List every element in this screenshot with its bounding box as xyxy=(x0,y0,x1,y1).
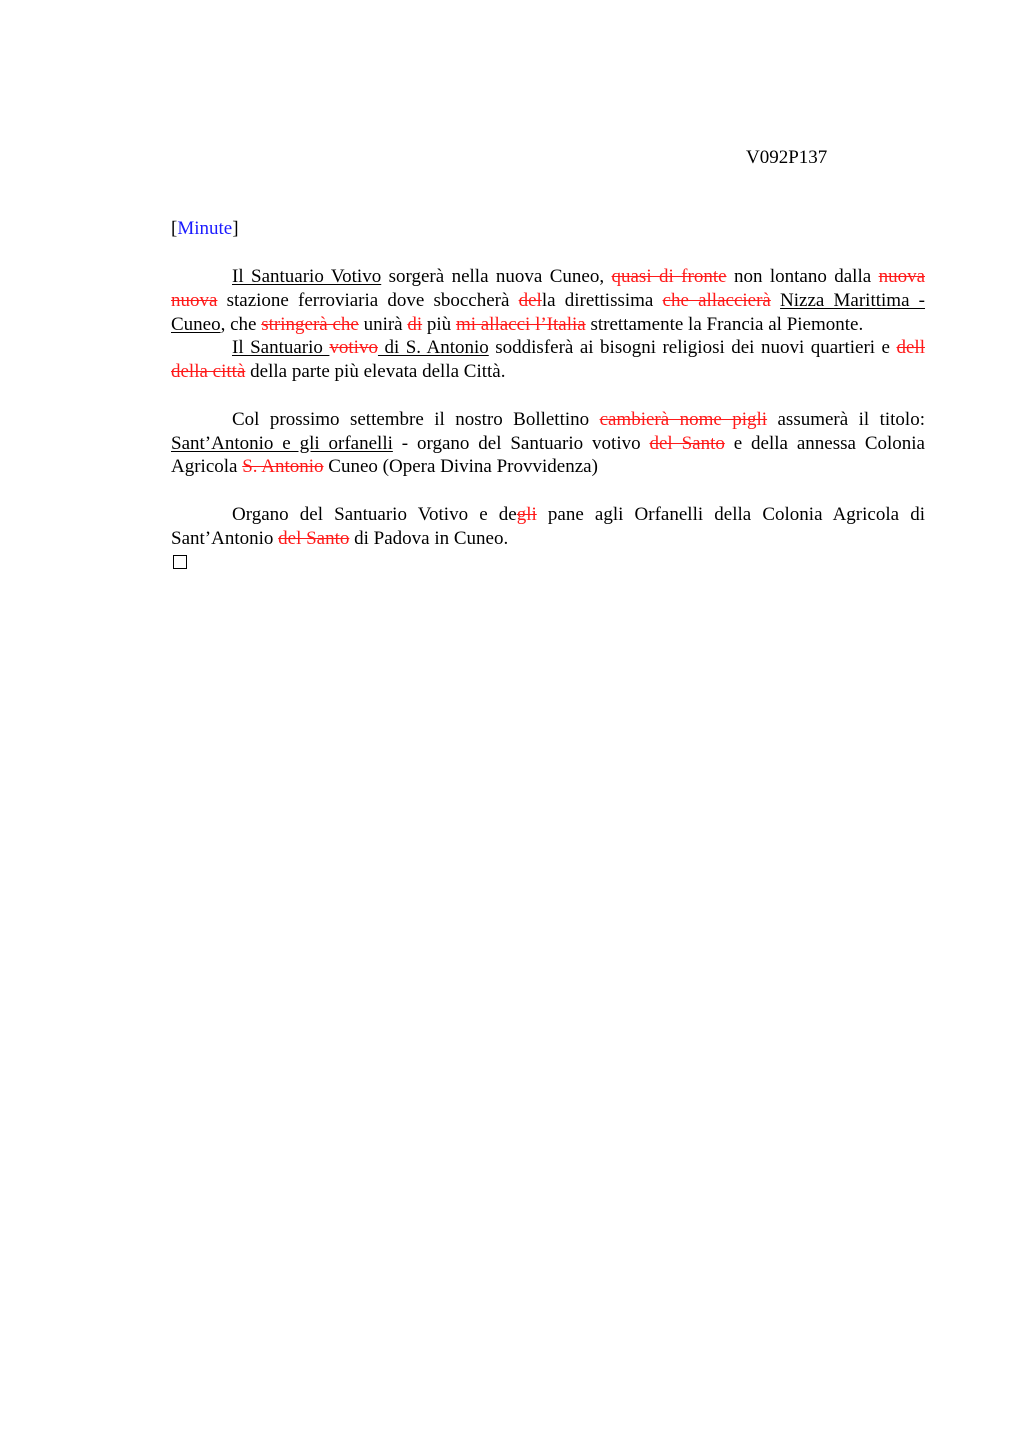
deleted-text: stringerà che xyxy=(261,313,359,335)
paragraph-gap xyxy=(171,479,925,503)
text-segment: , che xyxy=(220,313,262,335)
paragraph xyxy=(171,503,925,551)
deleted-text: nuova nuova xyxy=(171,266,925,311)
deleted-text: S. Antonio xyxy=(242,456,324,478)
section-open-bracket: [ xyxy=(171,218,178,239)
text-segment: stazione ferroviaria dove sboccherà xyxy=(217,289,519,311)
text-segment: non lontano dalla xyxy=(726,266,879,287)
deleted-text: del Santo xyxy=(278,527,350,549)
text-segment xyxy=(771,290,780,311)
text-segment: - organo del Santuario votivo xyxy=(392,432,650,454)
text-segment: Col prossimo settembre il nostro Bollettino xyxy=(232,408,600,430)
text-segment: Cuneo (Opera Divina Provvidenza) xyxy=(323,456,598,478)
deleted-text: che allaccierà xyxy=(662,289,771,311)
underlined-text: Il Santuario Votivo xyxy=(232,266,382,287)
deleted-text: cambierà nome pigli xyxy=(599,408,768,430)
text-segment: soddisferà ai bisogni religiosi dei nuovi quartieri e xyxy=(488,337,897,359)
section-label xyxy=(171,217,239,241)
paragraph-gap xyxy=(171,384,925,408)
deleted-text: di xyxy=(407,313,423,335)
deleted-text: mi allacci l’Italia xyxy=(455,313,586,335)
section-close-bracket: ] xyxy=(232,218,239,239)
end-of-text-box-icon xyxy=(173,555,187,569)
underlined-text: Nizza Marittima - Cuneo xyxy=(171,289,926,335)
section-label-text: Minute xyxy=(177,218,233,239)
text-segment: più xyxy=(422,313,456,335)
text-segment: della parte più elevata della Città. xyxy=(245,361,506,383)
deleted-text: dell della città xyxy=(171,337,925,383)
paragraph xyxy=(171,336,925,384)
deleted-text: quasi di fronte xyxy=(611,266,727,287)
text-segment: pane agli Orfanelli della Colonia Agricola di Sant’Antonio xyxy=(171,503,925,549)
underlined-text: Il Santuario xyxy=(232,337,330,359)
paragraph xyxy=(171,265,925,336)
underlined-text: di S. Antonio xyxy=(377,337,489,359)
text-segment: la direttissima xyxy=(541,289,663,311)
document-body xyxy=(171,265,925,569)
deleted-text: del Santo xyxy=(649,432,725,454)
text-segment: unirà xyxy=(358,313,408,335)
underlined-text: Sant’Antonio e gli orfanelli xyxy=(171,432,393,454)
text-segment: sorgerà nella nuova Cuneo, xyxy=(381,266,612,287)
text-segment: e della annessa Colonia Agricola xyxy=(171,432,925,478)
text-segment: assumerà il titolo: xyxy=(767,408,925,430)
deleted-text: gli xyxy=(516,503,537,525)
document-code: V092P137 xyxy=(746,147,828,168)
paragraph xyxy=(171,408,925,479)
text-segment: strettamente la Francia al Piemonte. xyxy=(585,313,864,335)
deleted-text: del xyxy=(518,289,542,311)
underlined-deleted-text: votivo xyxy=(329,337,378,359)
paragraph-list xyxy=(171,265,925,551)
text-segment: Organo del Santuario Votivo e de xyxy=(232,503,517,525)
text-segment: di Padova in Cuneo. xyxy=(349,527,509,549)
